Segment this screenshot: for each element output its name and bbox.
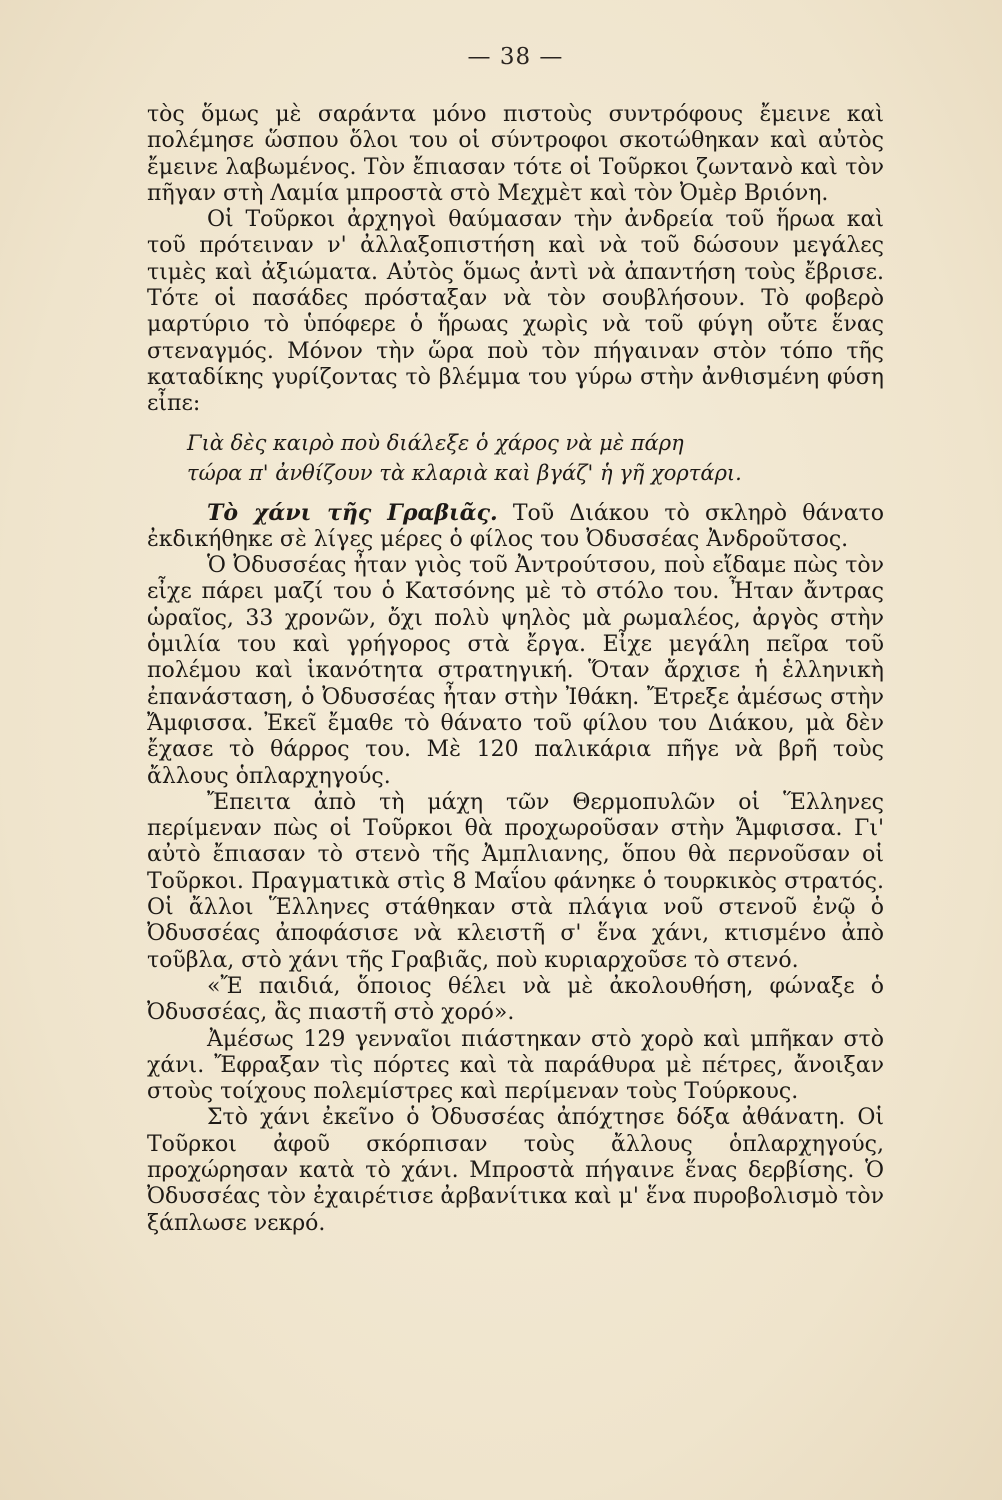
paragraph-2: Οἱ Τοῦρκοι ἀρχηγοὶ θαύμασαν τὴν ἀνδρεία τοῦ ἥρωα καὶ τοῦ πρότειναν ν' ἀλλαξοπιστήση καὶ νὰ τοῦ δώσουν μεγάλες τιμὲς καὶ ἀξιώματα. Αὐτὸς ὅμως ἀντὶ νὰ ἀπαντήση τοὺς ἔβρισε. Τότε οἱ πασάδες πρόσταξαν νὰ τὸν σουβλήσουν. Τὸ φοβερὸ μαρτύριο τὸ ὑπόφερε ὁ ἥρωας χωρὶς νὰ τοῦ φύγη οὔτε ἕνας στεναγμός. Μόνον τὴν ὥρα ποὺ τὸν πήγαιναν στὸν τόπο τῆς καταδίκης γυρίζοντας τὸ βλέμμα του γύρω στὴν ἀνθισμένη φύση εἶπε: xyxy=(147,207,884,417)
paragraph-4: Ὁ Ὀδυσσέας ἦταν γιὸς τοῦ Ἀντρούτσου, ποὺ εἴδαμε πὼς τὸν εἶχε πάρει μαζί του ὁ Κατσόνης μὲ τὸ στόλο του. Ἦταν ἄντρας ὡραῖος, 33 χρονῶν, ὄχι πολὺ ψηλὸς μὰ ρωμαλέος, ἀργὸς στὴν ὁμιλία του καὶ γρήγορος στὰ ἔργα. Εἶχε μεγάλη πεῖρα τοῦ πολέμου καὶ ἱκανότητα στρατηγική. Ὅταν ἄρχισε ἡ ἑλληνικὴ ἐπανάσταση, ὁ Ὀδυσσέας ἦταν στὴν Ἰθάκη. Ἔτρεξε ἀμέσως στὴν Ἄμφισσα. Ἐκεῖ ἔμαθε τὸ θάνατο τοῦ φίλου του Διάκου, μὰ δὲν ἔχασε τὸ θάρρος του. Μὲ 120 παλικάρια πῆγε νὰ βρῆ τοὺς ἄλλους ὁπλαρχηγούς. xyxy=(147,553,884,789)
page-number: — 38 — xyxy=(467,44,564,70)
paragraph-6: «Ἔ παιδιά, ὅποιος θέλει νὰ μὲ ἀκολουθήση, φώναξε ὁ Ὀδυσσέας, ἂς πιαστῆ στὸ χορό». xyxy=(147,973,884,1026)
paragraph-1: τὸς ὅμως μὲ σαράντα μόνο πιστοὺς συντρόφους ἔμεινε καὶ πολέμησε ὥσπου ὅλοι του οἱ σύντροφοι σκοτώθηκαν καὶ αὐτὸς ἔμεινε λαβωμένος. Τὸν ἔπιασαν τότε οἱ Τοῦρκοι ζωντανὸ καὶ τὸν πῆγαν στὴ Λαμία μπροστὰ στὸ Μεχμὲτ καὶ τὸν Ὀμὲρ Βριόνη. xyxy=(147,102,884,206)
paragraph-7: Ἀμέσως 129 γενναῖοι πιάστηκαν στὸ χορὸ καὶ μπῆκαν στὸ χάνι. Ἔφραξαν τὶς πόρτες καὶ τὰ παράθυρα μὲ πέτρες, ἄνοιξαν στοὺς τοίχους πολεμίστρες καὶ περίμεναν τοὺς Τούρκους. xyxy=(147,1026,884,1105)
section-title: Τὸ χάνι τῆς Γραβιᾶς. xyxy=(207,499,498,526)
paragraph-8: Στὸ χάνι ἐκεῖνο ὁ Ὀδυσσέας ἀπόχτησε δόξα ἀθάνατη. Οἱ Τοῦρκοι ἀφοῦ σκόρπισαν τοὺς ἄλλους ὁπλαρχηγούς, προχώρησαν κατὰ τὸ χάνι. Μπροστὰ πήγαινε ἕνας δερβίσης. Ὁ Ὀδυσσέας τὸν ἐχαιρέτισε ἀρβανίτικα καὶ μ' ἕνα πυροβολισμὸ τὸν ξάπλωσε νεκρό. xyxy=(147,1105,884,1236)
section-intro-text: Τοῦ Διάκου τὸ σκληρὸ θάνατο ἐκδικήθηκε σὲ λίγες μέρες ὁ φίλος του Ὀδυσσέας Ἀνδροῦτσος. xyxy=(147,500,884,552)
verse-line-2: τώρα π' ἀνθίζουν τὰ κλαριὰ καὶ βγάζ' ἡ γῆ χορτάρι. xyxy=(187,460,742,485)
paragraph-5: Ἔπειτα ἀπὸ τὴ μάχη τῶν Θερμοπυλῶν οἱ Ἕλληνες περίμεναν πὼς οἱ Τοῦρκοι θὰ προχωροῦσαν στὴν Ἄμφισσα. Γι' αὐτὸ ἔπιασαν τὸ στενὸ τῆς Ἀμπλιανης, ὅπου θὰ περνοῦσαν οἱ Τοῦρκοι. Πραγματικὰ στὶς 8 Μαΐου φάνηκε ὁ τουρκικὸς στρατός. Οἱ ἄλλοι Ἕλληνες στάθηκαν στὰ πλάγια νοῦ στενοῦ ἐνῷ ὁ Ὀδυσσέας ἀποφάσισε νὰ κλειστῆ σ' ἕνα χάνι, κτισμένο ἀπὸ τοῦβλα, στὸ χάνι τῆς Γραβιᾶς, ποὺ κυριαρχοῦσε τὸ στενό. xyxy=(147,789,884,973)
section-paragraph xyxy=(147,500,884,554)
verse-line-1: Γιὰ δὲς καιρὸ ποὺ διάλεξε ὁ χάρος νὰ μὲ πάρη xyxy=(187,430,684,455)
verse-quote xyxy=(147,428,884,488)
